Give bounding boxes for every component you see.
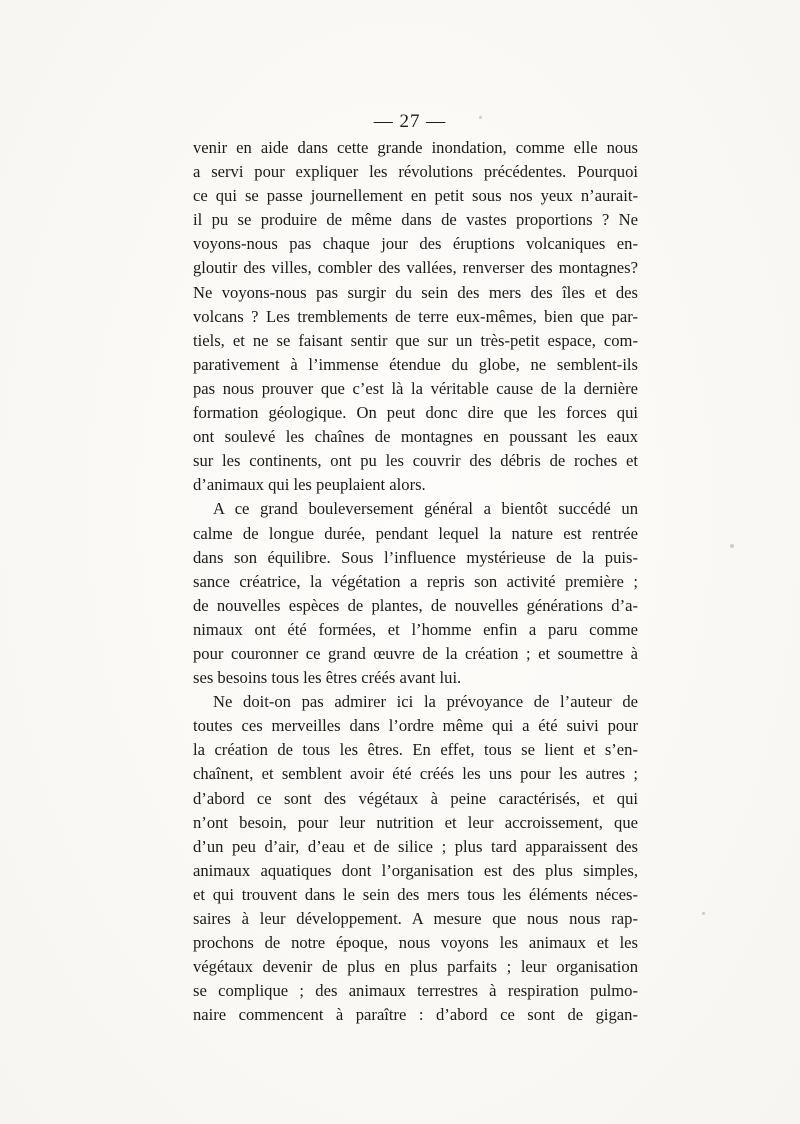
text-line: gloutir des villes, combler des vallées, renverser des montagnes?: [193, 258, 638, 278]
text-line: d’animaux qui les peuplaient alors.: [193, 475, 426, 495]
text-line: venir en aide dans cette grande inondation, comme elle nous: [193, 138, 638, 157]
text-line: volcans ? Les tremblements de terre eux-mêmes, bien que par-: [193, 306, 638, 326]
text-line: a servi pour expliquer les révolutions précédentes. Pourquoi: [193, 162, 638, 182]
text-line: saires à leur développement. A mesure que nous nous rap-: [193, 909, 638, 928]
text-line: A ce grand bouleversement général a bientôt succédé un: [213, 499, 638, 519]
text-line: végétaux devenir de plus en plus parfaits ; leur organisation: [193, 957, 638, 977]
text-line: sur les continents, ont pu les couvrir des débris de roches et: [193, 451, 638, 471]
text-line: toutes ces merveilles dans l’ordre même qui a été suivi pour: [193, 716, 638, 736]
text-line: ont soulevé les chaînes de montagnes en poussant les eaux: [193, 427, 638, 447]
text-line: Ne voyons-nous pas surgir du sein des mers des îles et des: [193, 282, 638, 302]
text-line: se complique ; des animaux terrestres à respiration pulmo-: [193, 981, 638, 1001]
text-line: formation géologique. On peut donc dire que les forces qui: [193, 403, 638, 423]
text-line: il pu se produire de même dans de vastes proportions ? Ne: [193, 210, 638, 230]
paper-speck: [730, 544, 734, 548]
text-line: de nouvelles espèces de plantes, de nouvelles générations d’a-: [193, 595, 638, 615]
page-number: — 27 —: [373, 111, 447, 132]
text-line: ce qui se passe journellement en petit sous nos yeux n’aurait-: [193, 186, 638, 206]
text-line: sance créatrice, la végétation a repris son activité première ;: [193, 571, 638, 591]
text-line: d’un peu d’air, d’eau et de silice ; plus tard apparaissent des: [193, 836, 638, 856]
text-line: chaînent, et semblent avoir été créés les uns pour les autres ;: [193, 764, 638, 784]
paper-speck: [479, 116, 482, 119]
text-line: prochons de notre époque, nous voyons les animaux et les: [193, 933, 638, 953]
paper-speck: [702, 912, 705, 915]
text-line: ses besoins tous les êtres créés avant lui.: [193, 668, 462, 688]
text-line: nimaux ont été formées, et l’homme enfin a paru comme: [193, 619, 638, 639]
text-line: n’ont besoin, pour leur nutrition et leur accroissement, que: [193, 812, 638, 832]
text-line: pour couronner ce grand œuvre de la création ; et soumettre à: [193, 643, 638, 663]
text-line: naire commencent à paraître : d’abord ce sont de gigan-: [193, 1005, 638, 1025]
text-line: la création de tous les êtres. En effet, tous se lient et s’en-: [193, 740, 638, 760]
text-line: dans son équilibre. Sous l’influence mystérieuse de la puis-: [193, 547, 638, 567]
text-line: d’abord ce sont des végétaux à peine caractérisés, et qui: [193, 788, 638, 808]
text-line: parativement à l’immense étendue du globe, ne semblent-ils: [193, 354, 638, 374]
text-line: Ne doit-on pas admirer ici la prévoyance de l’auteur de: [213, 692, 638, 712]
body-text: [193, 136, 638, 1027]
text-line: voyons-nous pas chaque jour des éruptions volcaniques en-: [193, 234, 638, 254]
text-line: calme de longue durée, pendant lequel la nature est rentrée: [193, 523, 638, 543]
text-line: animaux aquatiques dont l’organisation est des plus simples,: [193, 860, 638, 880]
text-line: tiels, et ne se faisant sentir que sur un très-petit espace, com-: [193, 330, 638, 350]
text-line: et qui trouvent dans le sein des mers tous les éléments néces-: [193, 884, 638, 904]
text-line: pas nous prouver que c’est là la véritable cause de la dernière: [193, 378, 638, 398]
